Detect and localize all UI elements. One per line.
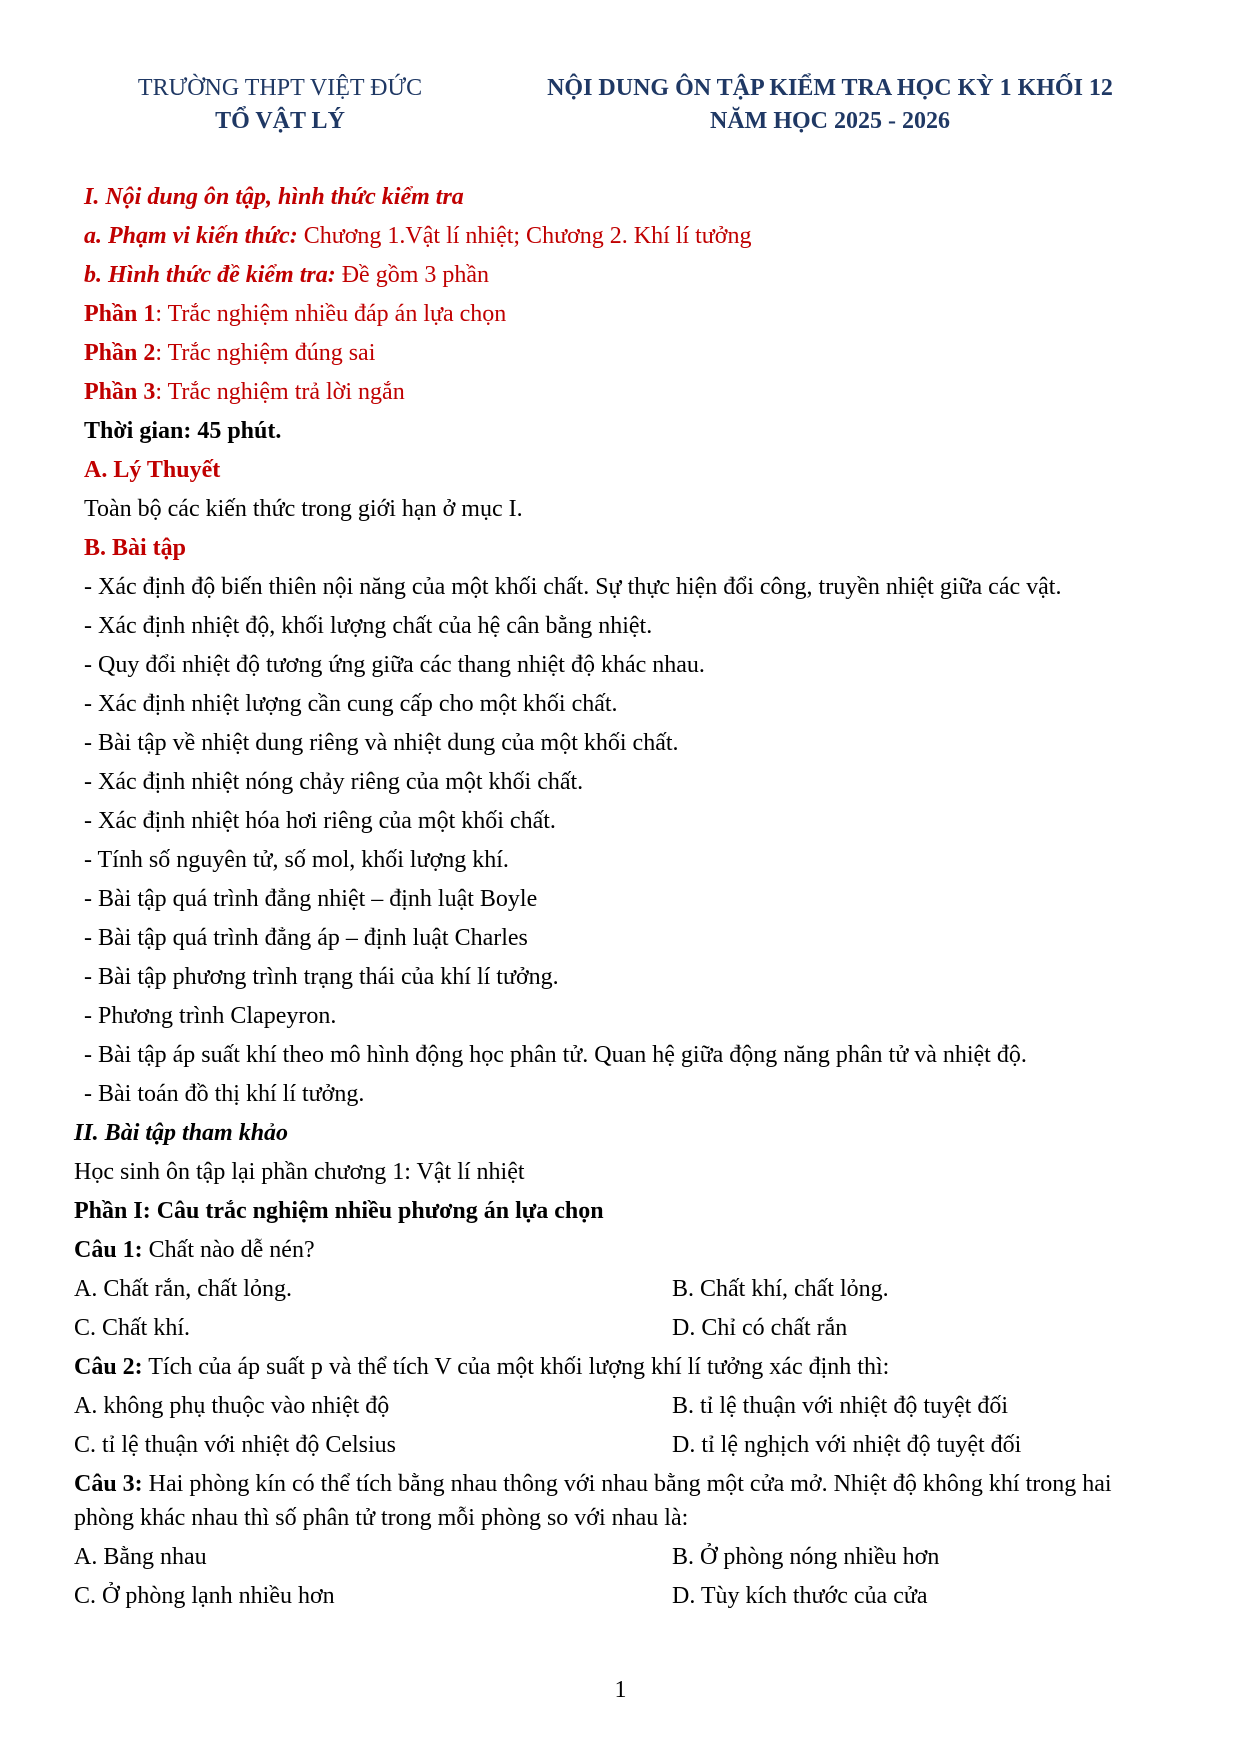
exercise-item: - Xác định độ biến thiên nội năng của một khối chất. Sự thực hiện đổi công, truyền nhiệt giữa các vật. (84, 574, 1062, 600)
exercise-item: - Quy đổi nhiệt độ tương ứng giữa các thang nhiệt độ khác nhau. (84, 652, 705, 678)
exercise-item: - Xác định nhiệt hóa hơi riêng của một khối chất. (84, 808, 556, 834)
option-b: B. tỉ lệ thuận với nhiệt độ tuyệt đối (672, 1393, 1008, 1419)
option-c: C. Chất khí. (74, 1315, 191, 1341)
question-3 (74, 1469, 1112, 1499)
exercise-heading: B. Bài tập (84, 535, 187, 561)
part-3-line (84, 377, 405, 407)
scope-label: a. Phạm vi kiến thức: (84, 223, 298, 249)
question-label: Câu 1: (74, 1237, 143, 1263)
exercise-item: - Phương trình Clapeyron. (84, 1003, 337, 1029)
option-b: B. Chất khí, chất lỏng. (672, 1276, 889, 1302)
part-1-line (84, 299, 506, 329)
part-2-label: Phần 2 (84, 340, 156, 366)
exercise-item: - Bài tập phương trình trạng thái của khí lí tưởng. (84, 964, 559, 990)
school-year: NĂM HỌC 2025 - 2026 (710, 108, 950, 134)
scope-line (84, 221, 751, 251)
exercise-item: - Xác định nhiệt lượng cần cung cấp cho một khối chất. (84, 691, 618, 717)
question-label: Câu 2: (74, 1354, 143, 1380)
section-1-heading: I. Nội dung ôn tập, hình thức kiểm tra (84, 184, 464, 210)
part-3-text: : Trắc nghiệm trả lời ngắn (155, 379, 405, 405)
part-2-line (84, 338, 375, 368)
exercise-item: - Xác định nhiệt độ, khối lượng chất của hệ cân bằng nhiệt. (84, 613, 653, 639)
exercise-item: - Xác định nhiệt nóng chảy riêng của một khối chất. (84, 769, 584, 795)
exercise-item: - Bài toán đồ thị khí lí tưởng. (84, 1081, 365, 1107)
section-2-intro: Học sinh ôn tập lại phần chương 1: Vật lí nhiệt (74, 1159, 525, 1185)
question-text: Chất nào dễ nén? (142, 1237, 315, 1263)
exam-time: Thời gian: 45 phút. (84, 418, 282, 444)
exercise-item: - Bài tập quá trình đẳng áp – định luật Charles (84, 925, 528, 951)
theory-text: Toàn bộ các kiến thức trong giới hạn ở mục I. (84, 496, 523, 522)
exercise-item: - Bài tập về nhiệt dung riêng và nhiệt dung của một khối chất. (84, 730, 679, 756)
part-1-label: Phần 1 (84, 301, 156, 327)
option-a: A. Chất rắn, chất lỏng. (74, 1276, 292, 1302)
question-text: Hai phòng kín có thể tích bằng nhau thông với nhau bằng một cửa mở. Nhiệt độ không khí trong hai (142, 1471, 1112, 1497)
theory-heading: A. Lý Thuyết (84, 457, 221, 483)
document-title: NỘI DUNG ÔN TẬP KIỂM TRA HỌC KỲ 1 KHỐI 12 (547, 75, 1113, 101)
scope-text: Chương 1.Vật lí nhiệt; Chương 2. Khí lí tưởng (297, 223, 752, 249)
question-1 (74, 1235, 315, 1265)
part-1-text: : Trắc nghiệm nhiều đáp án lựa chọn (155, 301, 507, 327)
section-2-heading: II. Bài tập tham khảo (74, 1120, 289, 1146)
question-text: Tích của áp suất p và thể tích V của một khối lượng khí lí tưởng xác định thì: (142, 1354, 890, 1380)
page-number: 1 (614, 1677, 627, 1703)
question-3-continued: phòng khác nhau thì số phân tử trong mỗi phòng so với nhau là: (74, 1505, 689, 1531)
school-name: TRƯỜNG THPT VIỆT ĐỨC (137, 75, 423, 101)
question-2 (74, 1352, 889, 1382)
option-a: A. không phụ thuộc vào nhiệt độ (74, 1393, 390, 1419)
option-d: D. Tùy kích thước của cửa (672, 1583, 928, 1609)
exercise-item: - Tính số nguyên tử, số mol, khối lượng khí. (84, 847, 509, 873)
part-i-heading: Phần I: Câu trắc nghiệm nhiều phương án lựa chọn (74, 1198, 604, 1224)
department-name: TỔ VẬT LÝ (215, 108, 345, 134)
part-2-text: : Trắc nghiệm đúng sai (155, 340, 376, 366)
header-left (110, 72, 450, 138)
format-line (84, 260, 489, 290)
format-label: b. Hình thức đề kiểm tra: (84, 262, 336, 288)
exercise-item: - Bài tập quá trình đẳng nhiệt – định luật Boyle (84, 886, 538, 912)
option-d: D. tỉ lệ nghịch với nhiệt độ tuyệt đối (672, 1432, 1022, 1458)
exercise-item: - Bài tập áp suất khí theo mô hình động học phân tử. Quan hệ giữa động năng phân tử và nhiệt độ. (84, 1042, 1027, 1068)
option-c: C. tỉ lệ thuận với nhiệt độ Celsius (74, 1432, 397, 1458)
option-a: A. Bằng nhau (74, 1544, 207, 1570)
option-b: B. Ở phòng nóng nhiều hơn (672, 1544, 940, 1570)
question-label: Câu 3: (74, 1471, 143, 1497)
option-d: D. Chỉ có chất rắn (672, 1315, 848, 1341)
part-3-label: Phần 3 (84, 379, 156, 405)
format-text: Đề gồm 3 phần (335, 262, 490, 288)
option-c: C. Ở phòng lạnh nhiều hơn (74, 1583, 335, 1609)
header-right (500, 72, 1160, 138)
